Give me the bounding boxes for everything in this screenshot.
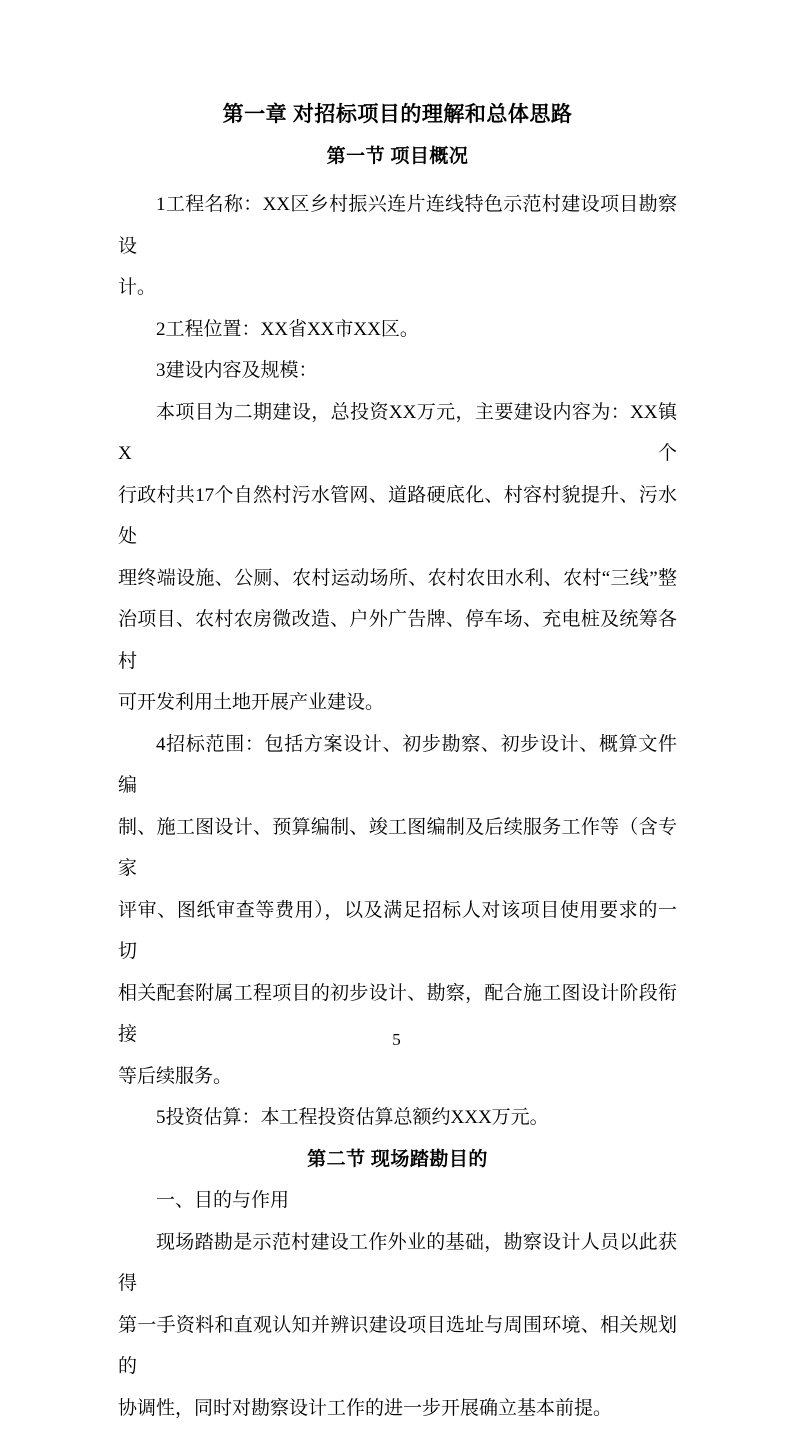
section-heading: 第二节 现场踏勘目的 bbox=[118, 1139, 677, 1181]
text-line: 可开发利用土地开展产业建设。 bbox=[118, 682, 677, 724]
text-line: 本项目为二期建设，总投资XX万元，主要建设内容为：XX镇X个 bbox=[118, 392, 677, 475]
text-line: 等后续服务。 bbox=[118, 1056, 677, 1098]
paragraph bbox=[118, 184, 677, 309]
paragraph bbox=[118, 1180, 677, 1222]
text-line: 1工程名称：XX区乡村振兴连片连线特色示范村建设项目勘察设 bbox=[118, 184, 677, 267]
text-line: 3建设内容及规模： bbox=[118, 350, 677, 392]
chapter-heading: 第一章 对招标项目的理解和总体思路 bbox=[118, 94, 677, 136]
text-line: 理终端设施、公厕、农村运动场所、农村农田水利、农村“三线”整 bbox=[118, 558, 677, 600]
text-line: 制、施工图设计、预算编制、竣工图编制及后续服务工作等（含专家 bbox=[118, 807, 677, 890]
paragraph bbox=[118, 309, 677, 351]
text-line: 相关配套附属工程项目的初步设计、勘察，配合施工图设计阶段衔接 bbox=[118, 973, 677, 1056]
text-line: 4招标范围：包括方案设计、初步勘察、初步设计、概算文件编 bbox=[118, 724, 677, 807]
text-line: 现场踏勘是示范村建设工作外业的基础，勘察设计人员以此获得 bbox=[118, 1222, 677, 1305]
page-number: 5 bbox=[0, 1030, 793, 1050]
text-line: 第一手资料和直观认知并辨识建设项目选址与周围环境、相关规划的 bbox=[118, 1305, 677, 1388]
paragraph bbox=[118, 1222, 677, 1429]
text-line: 一、目的与作用 bbox=[118, 1180, 677, 1222]
text-line: 2工程位置：XX省XX市XX区。 bbox=[118, 309, 677, 351]
section-heading: 第一节 项目概况 bbox=[118, 136, 677, 178]
text-line: 行政村共17个自然村污水管网、道路硬底化、村容村貌提升、污水处 bbox=[118, 475, 677, 558]
paragraph bbox=[118, 1097, 677, 1139]
text-line: 5投资估算：本工程投资估算总额约XXX万元。 bbox=[118, 1097, 677, 1139]
text-line: 评审、图纸审查等费用），以及满足招标人对该项目使用要求的一切 bbox=[118, 890, 677, 973]
text-line: 治项目、农村农房微改造、户外广告牌、停车场、充电桩及统筹各村 bbox=[118, 599, 677, 682]
text-line: 协调性，同时对勘察设计工作的进一步开展确立基本前提。 bbox=[118, 1388, 677, 1429]
text-line: 计。 bbox=[118, 267, 677, 309]
document-body bbox=[118, 94, 677, 1429]
paragraph bbox=[118, 350, 677, 392]
paragraph bbox=[118, 392, 677, 724]
